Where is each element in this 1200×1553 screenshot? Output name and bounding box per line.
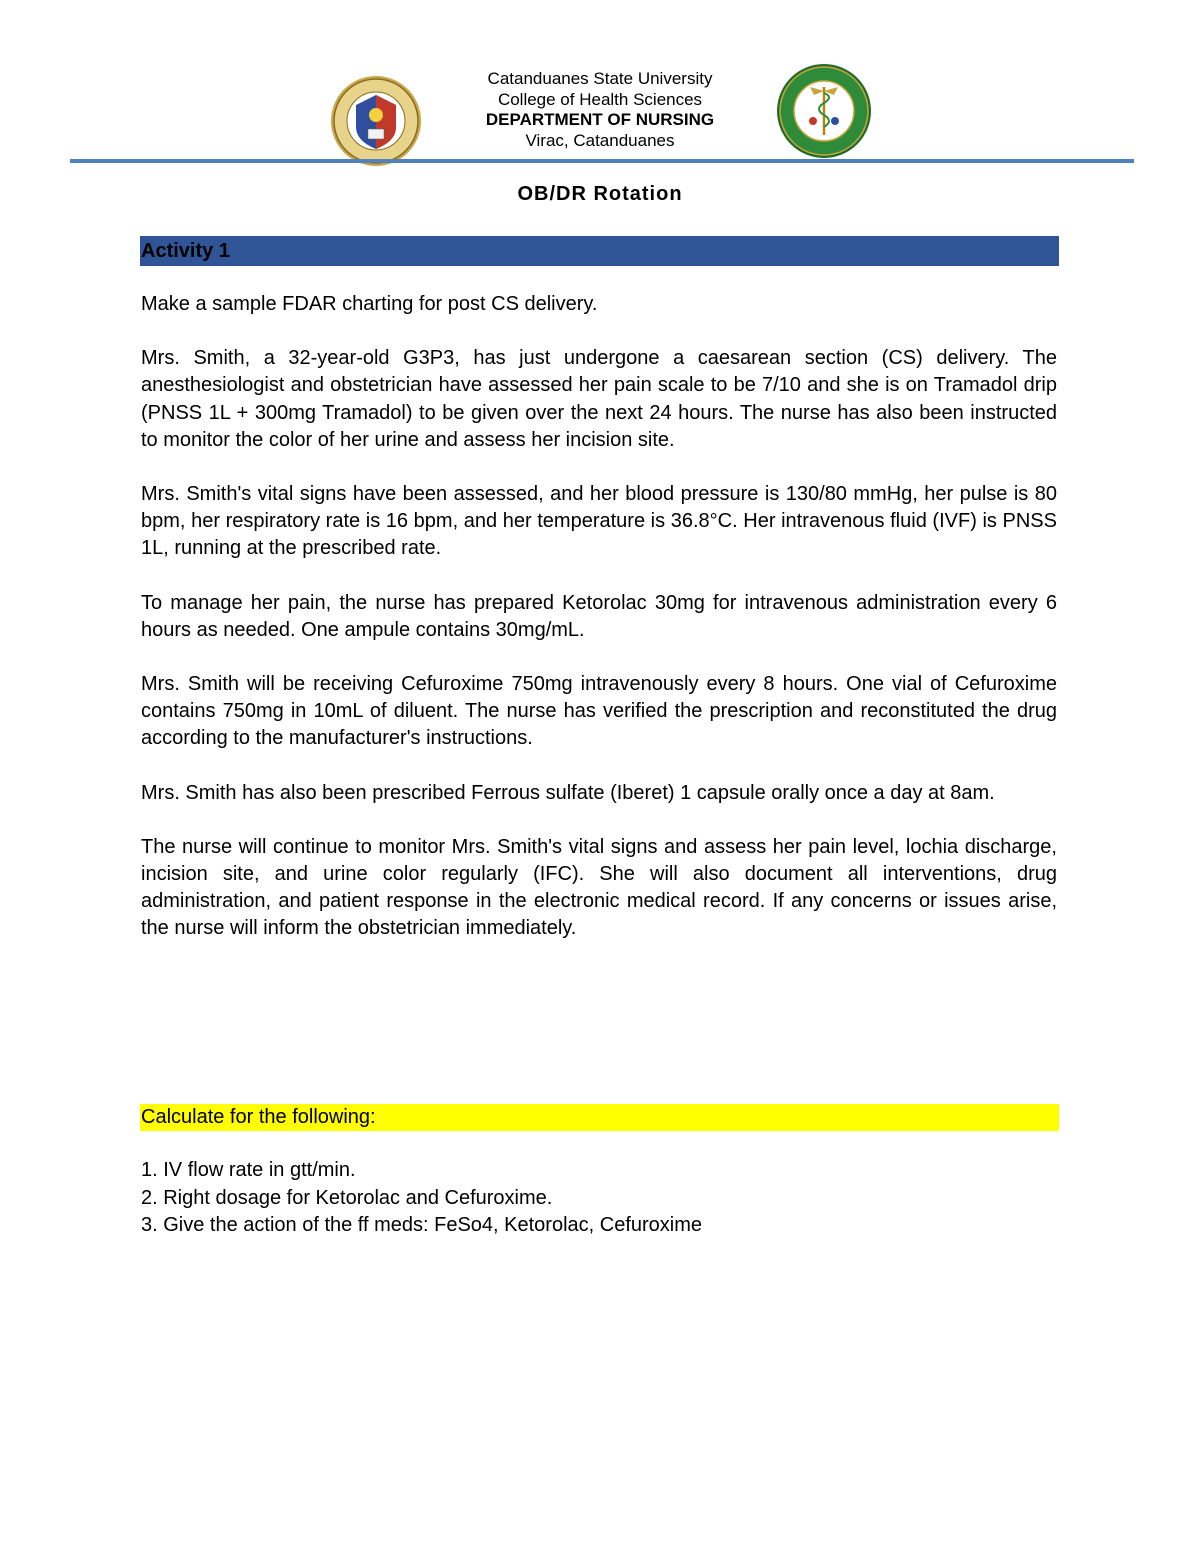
list-item: 1. IV flow rate in gtt/min. (141, 1159, 356, 1181)
paragraph-instruction: Make a sample FDAR charting for post CS delivery. (141, 293, 598, 315)
location: Virac, Catanduanes (525, 130, 675, 150)
university-name: Catanduanes State University (487, 69, 713, 88)
university-seal-icon (330, 75, 422, 167)
list-item: 3. Give the action of the ff meds: FeSo4, Ketorolac, Cefuroxime (141, 1214, 703, 1236)
paragraph-ferrous-sulfate: Mrs. Smith has also been prescribed Ferrous sulfate (Iberet) 1 capsule orally once a day at 8am. (141, 781, 995, 804)
college-seal-icon (776, 63, 872, 159)
list-item: 2. Right dosage for Ketorolac and Cefuroxime. (141, 1186, 553, 1209)
calculate-heading: Calculate for the following: (140, 1104, 1059, 1131)
paragraph-cefuroxime: Mrs. Smith will be receiving Cefuroxime 750mg intravenously every 8 hours. One vial of Cefuroxime contains 750mg in 10mL of diluent. The nurse has verified the prescription and reconstituted the drug according to the manufacturer's instructions. (141, 673, 1057, 750)
header-divider (70, 159, 1134, 163)
paragraph-ketorolac: To manage her pain, the nurse has prepared Ketorolac 30mg for intravenous administration every 6 hours as needed. One ampule contains 30mg/mL. (141, 591, 1057, 641)
paragraph-scenario: Mrs. Smith, a 32-year-old G3P3, has just undergone a caesarean section (CS) delivery. The anesthesiologist and obstetrician have assessed her pain scale to be 7/10 and she is on Tramadol drip (PNSS 1L + 300mg Tramadol) to be given over the next 24 hours. The nurse has also been instructed to monitor the color of her urine and assess her incision site. (141, 347, 1057, 451)
college-name: College of Health Sciences (497, 89, 703, 109)
letterhead (0, 60, 1200, 160)
institution-block (440, 69, 760, 151)
calculation-list (141, 1157, 702, 1240)
activity-body (141, 291, 1057, 970)
department-name: DEPARTMENT OF NURSING (485, 110, 715, 129)
page-title: OB/DR Rotation (517, 183, 683, 205)
paragraph-monitoring: The nurse will continue to monitor Mrs. Smith's vital signs and assess her pain level, lochia discharge, incision site, and urine color regularly (IFC). She will also document all interventions, drug administration, and patient response in the electronic medical record. If any concerns or issues arise, the nurse will inform the obstetrician immediately. (141, 835, 1057, 940)
paragraph-vital-signs: Mrs. Smith's vital signs have been assessed, and her blood pressure is 130/80 mmHg, her pulse is 80 bpm, her respiratory rate is 16 bpm, and her temperature is 36.8°C. Her intravenous fluid (IVF) is PNSS 1L, running at the prescribed rate. (141, 483, 1057, 560)
activity-heading: Activity 1 (140, 236, 1059, 266)
